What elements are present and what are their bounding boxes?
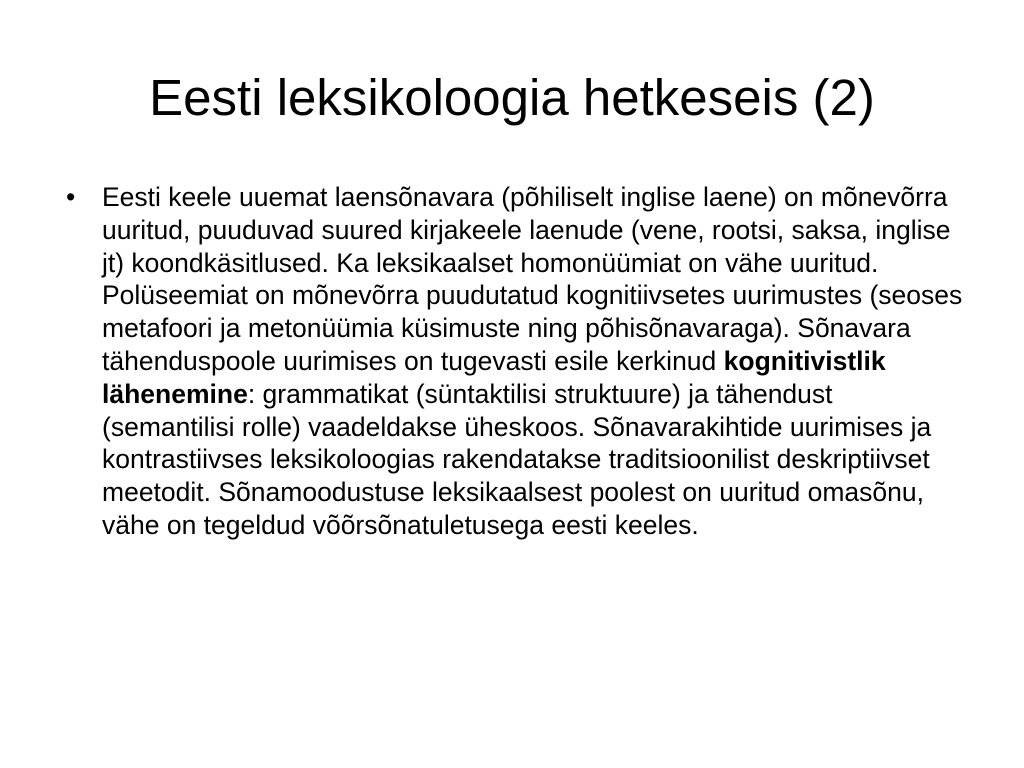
- bullet-text-after: : grammatikat (süntaktilisi struktuure) ja tähendust (semantilisi rolle) vaadeldakse üheskoos. Sõnavarakihtide uurimises ja kontrastiivses leksikoloogias rakendatakse traditsioonilist deskriptiivset meetodit. Sõnamoodustuse leksikaalsest poolest on uuritud omasõnu, vähe on tegeldud võõrsõnatuletusega eesti keeles.: [102, 378, 932, 540]
- bullet-list: [66, 181, 972, 542]
- bullet-item: [66, 181, 972, 542]
- bullet-point-icon: •: [66, 182, 76, 212]
- bullet-text-before: Eesti keele uuemat laensõnavara (põhiliselt inglise laene) on mõnevõrra uuritud, puuduvad suured kirjakeele laenude (vene, rootsi, saksa, inglise jt) koondkäsitlused. Ka leksikaalset homonüümiat on vähe uuritud. Polüseemiat on mõnevõrra puudutatud kognitiivsetes uurimustes (seoses metafoori ja metonüümia küsimuste ning põhisõnavaraga). Sõnavara tähenduspoole uurimises on tugevasti esile kerkinud: [102, 182, 963, 376]
- bullet-bold-term: kognitivistlik lähenemine: [102, 345, 886, 409]
- slide-title: Eesti leksikoloogia hetkeseis (2): [149, 69, 875, 126]
